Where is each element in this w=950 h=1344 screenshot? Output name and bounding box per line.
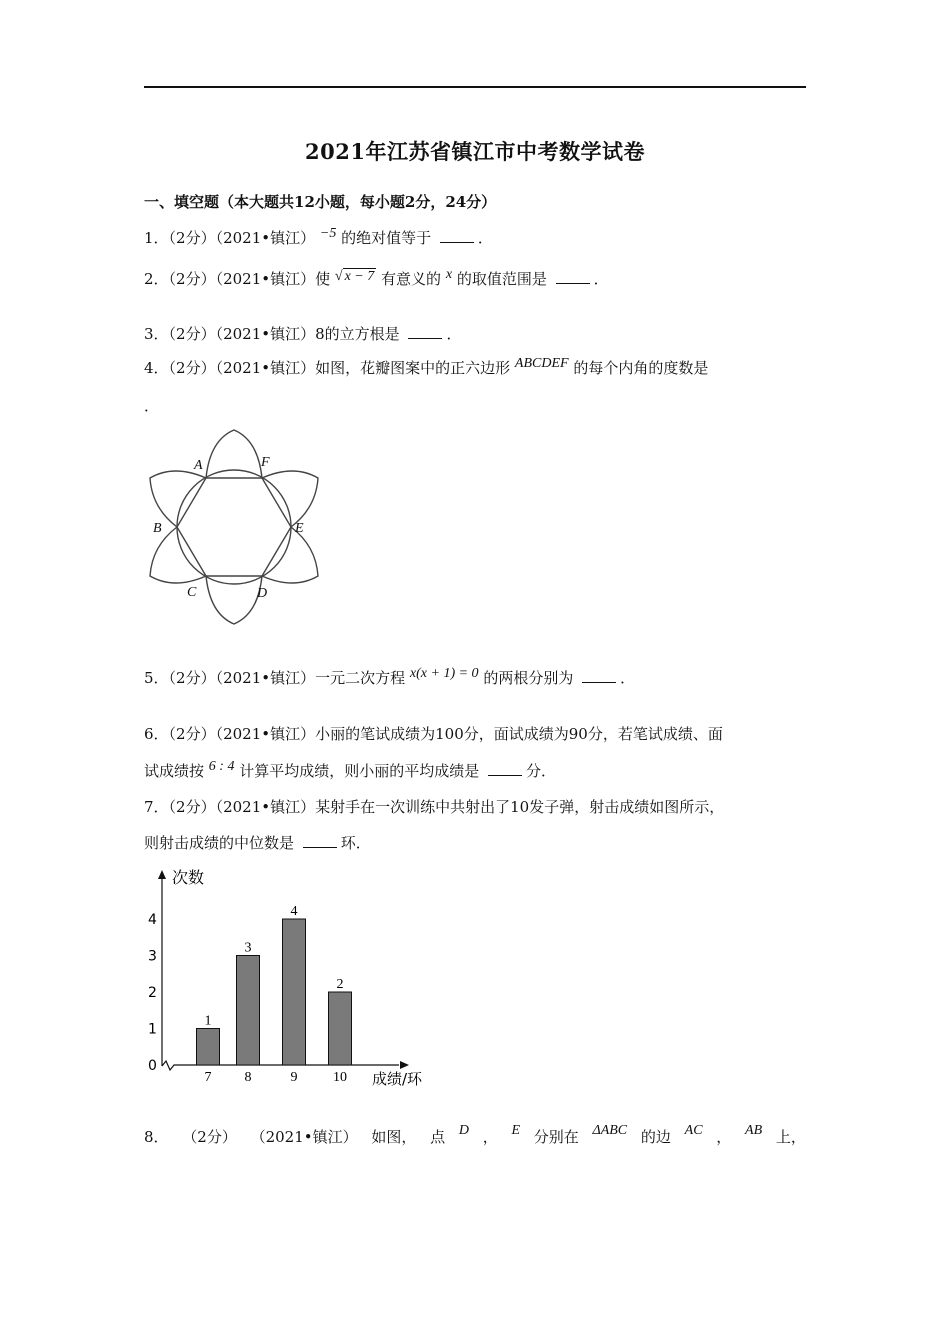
data-label: 2 — [336, 977, 344, 992]
x-tick-label: 9 — [290, 1070, 298, 1085]
bar-8 — [237, 956, 260, 1066]
q7-prefix2: 则射击成绩的中位数是 — [144, 834, 295, 852]
q1-text: 的绝对值等于 — [341, 229, 432, 247]
y-tick-label: 4 — [148, 912, 157, 928]
y-tick-label: 0 — [148, 1058, 157, 1074]
y-axis-arrow — [158, 870, 166, 879]
q7-line1: 7．（2分）（2021•镇江）某射手在一次训练中共射出了10发子弹，射击成绩如图所示， — [144, 798, 725, 816]
q6-line2 — [144, 761, 556, 783]
bar-7 — [197, 1029, 220, 1066]
page-title: 2021年江苏省镇江市中考数学试卷 — [305, 139, 645, 164]
x-axis-arrow — [400, 1061, 409, 1069]
q8-part: （2分） — [182, 1128, 237, 1146]
q8-part: AC — [684, 1123, 703, 1138]
q2-prefix: 2．（2分）（2021•镇江）使 — [144, 270, 331, 288]
q3-end: ． — [446, 325, 462, 343]
q7-end: 环． — [340, 834, 371, 852]
q6-end: 分． — [526, 762, 557, 780]
circle — [177, 470, 291, 584]
label-e: E — [295, 521, 304, 536]
x-tick-label: 10 — [333, 1070, 347, 1085]
data-label: 3 — [244, 940, 252, 956]
q1-end: ． — [477, 229, 493, 247]
question-1 — [144, 228, 493, 250]
label-b: B — [153, 521, 162, 536]
q6-text2: 计算平均成绩，则小丽的平均成绩是 — [239, 762, 480, 780]
q4-prefix: 4．（2分）（2021•镇江）如图，花瓣图案中的正六边形 — [144, 359, 511, 377]
sqrt-expression: √ x − 7 — [334, 269, 375, 284]
q8-part: D — [458, 1123, 469, 1138]
answer-blank[interactable] — [408, 324, 442, 339]
petal-bottom — [206, 576, 262, 624]
q2-mid: 有意义的 — [381, 270, 442, 288]
q8-part: 分别在 — [533, 1128, 579, 1146]
answer-blank[interactable] — [556, 269, 590, 284]
q2-end: ． — [593, 270, 609, 288]
q5-end: ． — [620, 669, 636, 687]
answer-blank[interactable] — [488, 761, 522, 776]
answer-blank[interactable] — [303, 833, 337, 848]
radicand: x − 7 — [344, 269, 375, 284]
q8-part: E — [511, 1123, 520, 1138]
label-a: A — [194, 458, 203, 473]
header-rule — [144, 86, 806, 88]
q7-line2 — [144, 833, 371, 853]
data-label: 4 — [290, 904, 298, 919]
q8-part: 如图， — [371, 1128, 417, 1146]
label-f: F — [261, 455, 270, 470]
q8-part: AB — [745, 1123, 763, 1138]
q5-text: 的两根分别为 — [483, 669, 574, 687]
question-3 — [144, 324, 461, 344]
answer-blank[interactable] — [582, 668, 616, 683]
answer-blank[interactable] — [440, 228, 474, 243]
q8-part: ， — [716, 1128, 732, 1146]
q5-math: x(x + 1) = 0 — [409, 666, 479, 681]
data-label: 1 — [204, 1013, 212, 1029]
q8-part: 的边 — [640, 1128, 671, 1146]
q8-part: ， — [482, 1128, 498, 1146]
score-bar-chart — [144, 864, 444, 1090]
y-tick-label: 2 — [148, 985, 157, 1001]
question-8 — [144, 1123, 806, 1147]
q4-text: 的每个内角的度数是 — [573, 359, 709, 377]
q6-math: 6 : 4 — [208, 759, 235, 774]
q2-text: 的取值范围是 — [456, 270, 547, 288]
question-5 — [144, 668, 635, 690]
petal-top — [206, 430, 262, 478]
q4-line2: ． — [144, 397, 160, 415]
x-tick-label: 7 — [204, 1070, 212, 1085]
q1-math: −5 — [319, 226, 337, 241]
flower-hexagon-figure — [144, 424, 334, 630]
y-tick-label: 3 — [148, 948, 157, 965]
question-4 — [144, 358, 708, 380]
q2-var: x — [445, 267, 453, 282]
q6-prefix2: 试成绩按 — [144, 762, 205, 780]
hexagon — [177, 478, 291, 576]
q8-part: 上， — [775, 1128, 806, 1146]
q1-prefix: 1．（2分）（2021•镇江） — [144, 229, 316, 247]
question-2 — [144, 269, 609, 291]
x-tick-label: 8 — [244, 1070, 252, 1085]
x-axis-label: 成绩/环 — [372, 1070, 423, 1088]
q8-part: ΔABC — [592, 1123, 628, 1138]
bar-9 — [283, 919, 306, 1065]
q5-prefix: 5．（2分）（2021•镇江）一元二次方程 — [144, 669, 406, 687]
label-d: D — [257, 586, 268, 601]
q4-math: ABCDEF — [514, 356, 569, 371]
bar-10 — [329, 992, 352, 1065]
y-axis-label: 次数 — [172, 868, 205, 887]
y-tick-label: 1 — [148, 1021, 157, 1038]
q3-prefix: 3．（2分）（2021•镇江）8的立方根是 — [144, 325, 400, 343]
q8-part: 8． — [144, 1128, 169, 1146]
q8-part: 点 — [430, 1128, 446, 1146]
section-heading: 一、填空题（本大题共12小题，每小题2分，24分） — [144, 193, 497, 211]
label-c: C — [187, 585, 197, 600]
q6-line1: 6．（2分）（2021•镇江）小丽的笔试成绩为100分，面试成绩为90分，若笔试成绩、面 — [144, 725, 723, 743]
q8-part: （2021•镇江） — [250, 1128, 358, 1146]
